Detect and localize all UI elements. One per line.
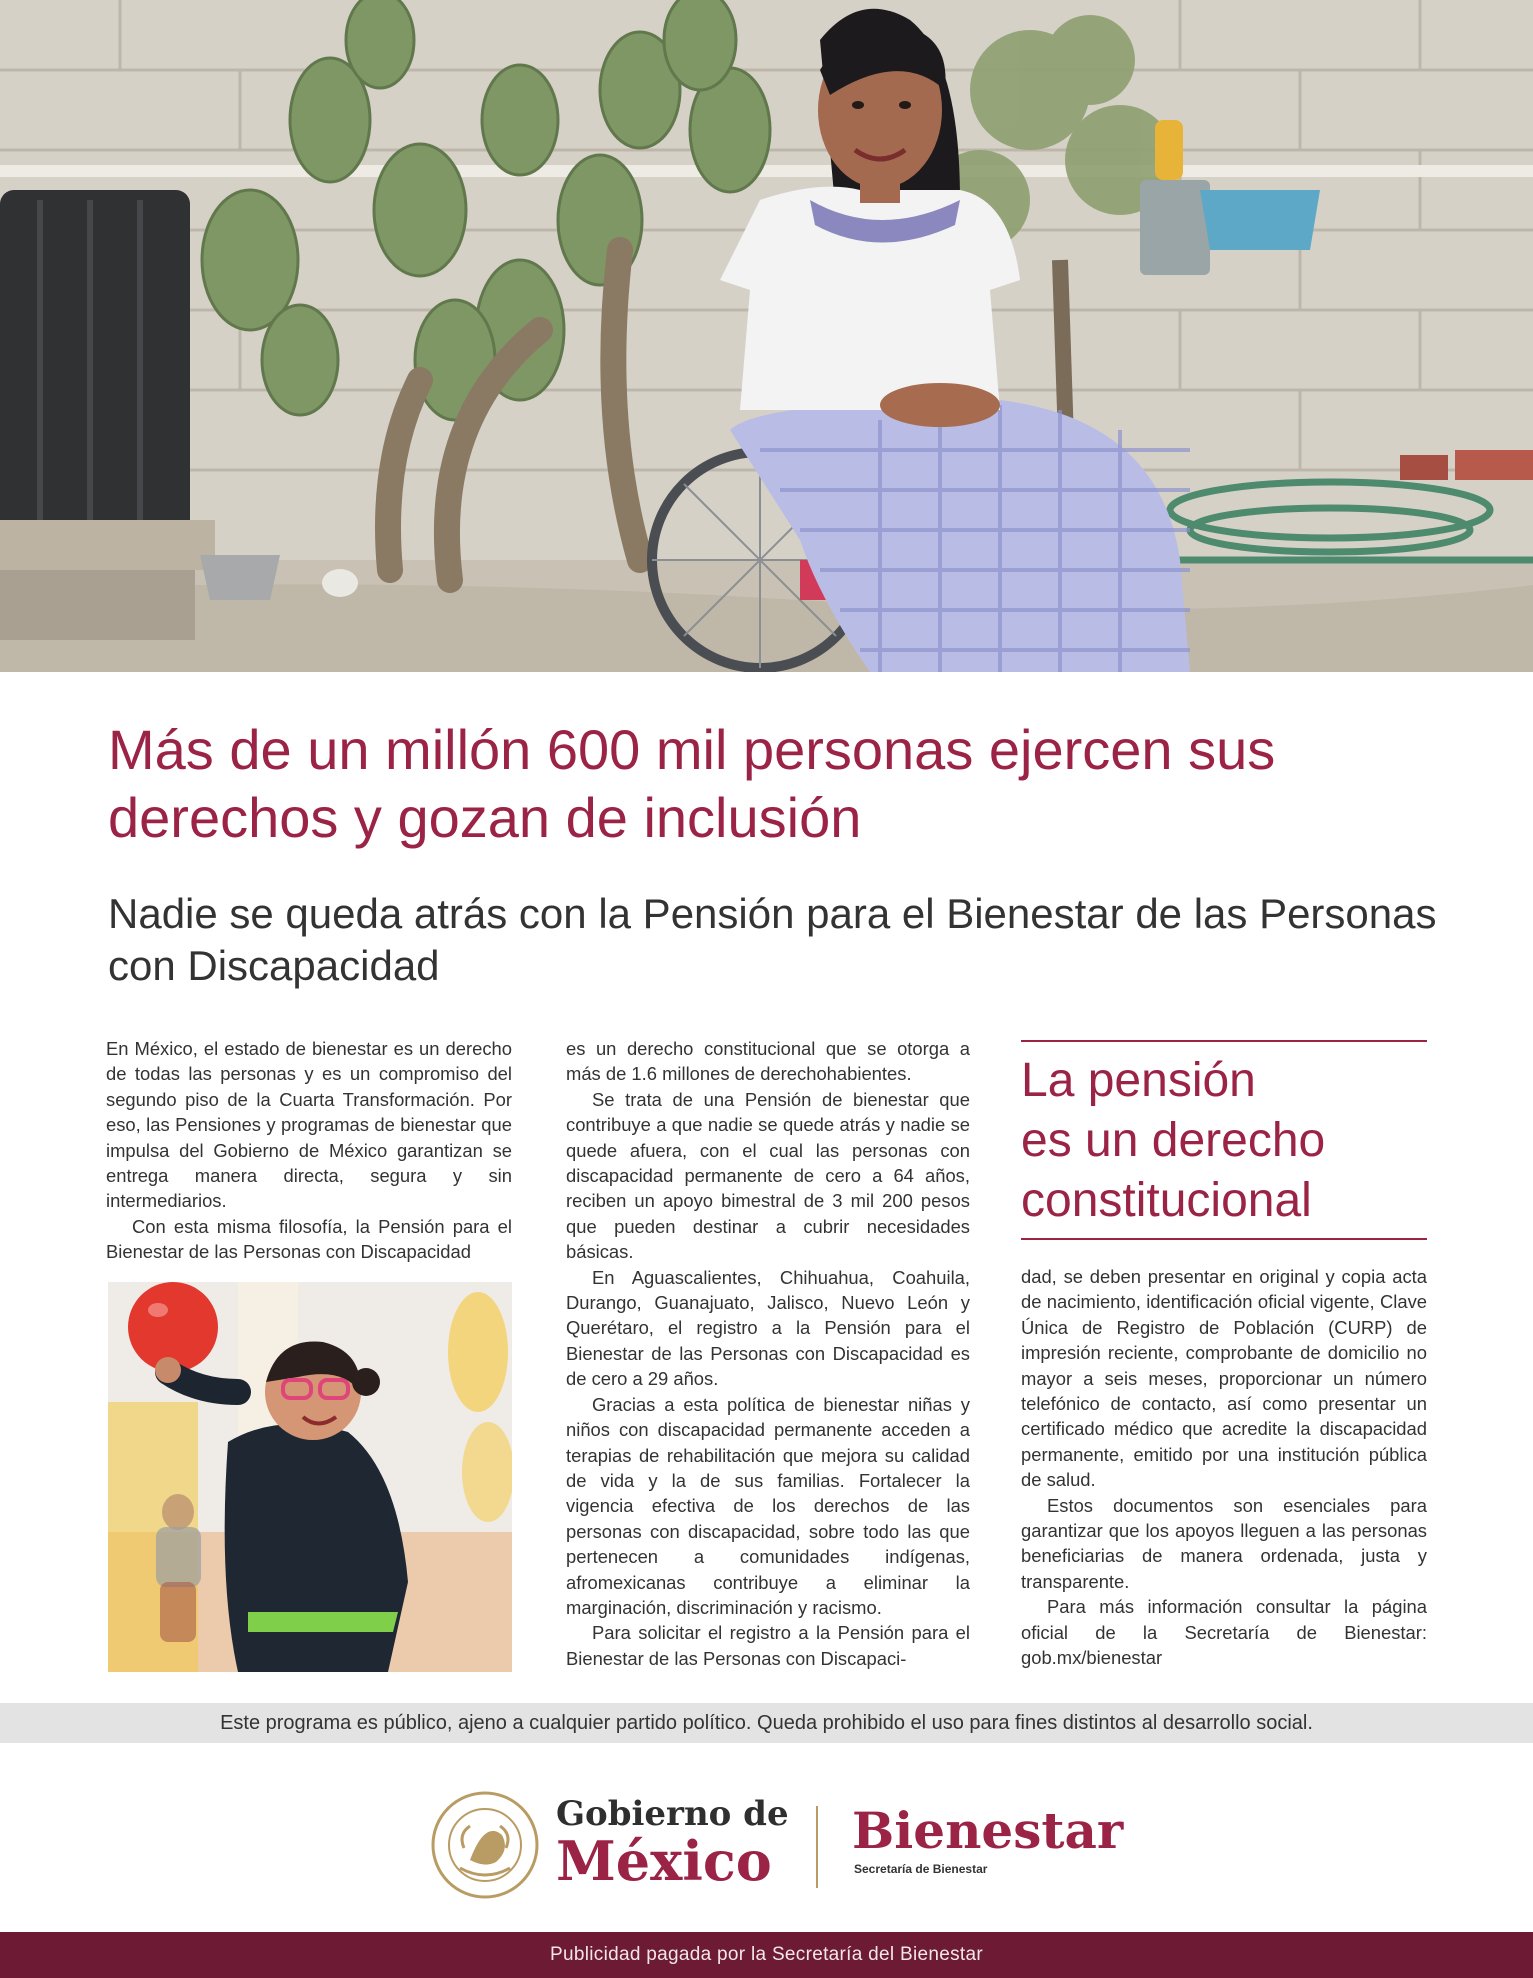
gobierno-logo-line-1: Gobierno de [556,1794,789,1834]
bienestar-logo-subtitle: Secretaría de Bienestar [854,1862,988,1876]
pull-quote [1021,1040,1427,1240]
hero-photo-illustration [0,0,1533,672]
column3-paragraph-3: Para más información consultar la página oficial de la Secretaría de Bienestar: gob.mx/bienestar [1021,1596,1427,1669]
article-column-1 [106,1036,512,1265]
mexico-coat-of-arms-seal-icon [430,1790,540,1900]
subheadline: Nadie se queda atrás con la Pensión para el Bienestar de las Personas con Discapacidad [108,890,1437,989]
article-column-2 [566,1036,970,1671]
column1-paragraph-1: En México, el estado de bienestar es un derecho de todas las personas y es un compromiso del segundo piso de la Cuarta Transformación. Por eso, las Pensiones y programas de bienestar que impulsa del Gobierno de México garantizan se entrega manera directa, segura y sin intermediarios. [106,1038,512,1212]
pull-quote-text [1021,1051,1325,1231]
girl-with-balloon-photo [108,1282,512,1672]
logo-area [0,1750,1533,1920]
disclaimer-bar: Este programa es público, ajeno a cualquier partido político. Queda prohibido el uso para fines distintos al desarrollo social. [0,1703,1533,1743]
column1-paragraph-2: Con esta misma filosofía, la Pensión para el Bienestar de las Personas con Discapacidad [106,1215,512,1263]
gobierno-logo-line-2: México [556,1829,772,1893]
column3-paragraph-2: Estos documentos son esenciales para garantizar que los apoyos lleguen a las personas beneficiarias de manera ordenada, justa y transparente. [1021,1494,1427,1592]
hero-photo [0,0,1533,672]
column2-paragraph-3: En Aguascalientes, Chihuahua, Coahuila, Durango, Guanajuato, Jalisco, Nuevo León y Querétaro, el registro a la Pensión para el Bienestar de las Personas con Discapacidad es de cero a 29 años. [566,1266,970,1390]
pull-quote-line-1: La pensión [1021,1054,1256,1107]
logo-divider [816,1806,818,1888]
column2-paragraph-4: Gracias a esta política de bienestar niñas y niños con discapacidad permanente acceden a terapias de rehabilitación que mejora su calidad de vida y la de sus familias. Fortalecer la vigencia efectiva de los derechos de las personas con discapacidad, sobre todo las que pertenecen a comunidades indígenas, afromexicanas contribuye a eliminar la marginación, discriminación y racismo. [566,1393,970,1618]
column2-paragraph-1: es un derecho constitucional que se otorga a más de 1.6 millones de derechohabientes. [566,1038,970,1085]
girl-with-balloon-illustration [108,1282,512,1672]
pull-quote-line-3: constitucional [1021,1174,1312,1227]
bienestar-logo-title: Bienestar [852,1801,1124,1860]
column2-paragraph-5: Para solicitar el registro a la Pensión para el Bienestar de las Personas con Discapaci- [566,1622,970,1669]
pull-quote-line-2: es un derecho [1021,1114,1326,1167]
article-column-3 [1021,1264,1427,1671]
column3-paragraph-1: dad, se deben presentar en original y copia acta de nacimiento, identificación oficial vigente, Clave Única de Registro de Población (CURP) de impresión reciente, comprobante de domicilio no mayor a seis meses, proporcionar un número telefónico de contacto, así como presentar un certificado médico que acredite la discapacidad permanente, emitido por una institución pública de salud. [1021,1266,1427,1491]
column2-paragraph-2: Se trata de una Pensión de bienestar que contribuye a que nadie se quede atrás y nadie se quede afuera, con el cual las personas con discapacidad permanente de cero a 64 años, reciben un apoyo bimestral de 3 mil 200 pesos que pueden destinar a cubrir necesidades básicas. [566,1088,970,1263]
paid-advertising-footer: Publicidad pagada por la Secretaría del Bienestar [0,1932,1533,1978]
headline: Más de un millón 600 mil personas ejercen sus derechos y gozan de inclusión [108,718,1276,849]
